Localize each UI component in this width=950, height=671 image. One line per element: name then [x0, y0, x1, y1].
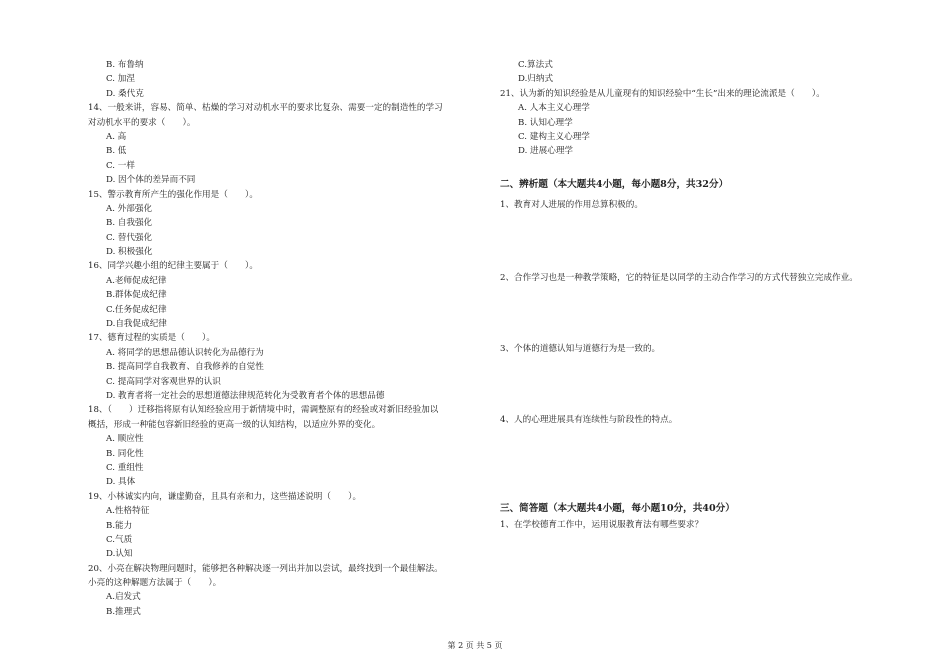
option: C. 替代强化: [106, 232, 153, 243]
right-column: [500, 58, 900, 532]
option: C.任务促成纪律: [106, 304, 167, 315]
option: A. 将同学的思想品德认识转化为品德行为: [106, 347, 264, 358]
option: A.性格特征: [106, 506, 150, 517]
question-stem: 14、一般来讲，容易、简单、枯燥的学习对动机水平的要求比复杂、需要一定的制造性的学习: [88, 103, 443, 114]
option: C.气质: [106, 534, 133, 545]
question-stem: 概括，形成一种能包容新旧经验的更高一级的认知结构，以适应外界的变化。: [88, 419, 381, 430]
question-stem: 1、教育对人进展的作用总算积极的。: [500, 200, 643, 211]
left-column: [88, 58, 488, 619]
option: C. 重组性: [106, 462, 144, 473]
option: B.推理式: [106, 606, 141, 617]
question-stem: 1、在学校德育工作中，运用说服教育法有哪些要求？: [500, 520, 704, 531]
option: B. 自我强化: [106, 218, 153, 229]
option: C. 提高同学对客观世界的认识: [106, 376, 221, 387]
question-stem: 对动机水平的要求（ ）。: [88, 117, 196, 128]
option: C. 一样: [106, 160, 135, 171]
section-title: 二、辨析题（本大题共4小题，每小题8分，共32分）: [500, 178, 729, 190]
question-stem: 16、同学兴趣小组的纪律主要属于（ ）。: [88, 261, 258, 272]
question-stem: 19、小林诚实内向，谦虚勤奋，且具有亲和力，这些描述说明（ ）。: [88, 491, 362, 502]
question-stem: 2、合作学习也是一种教学策略，它的特征是以同学的主动合作学习的方式代替独立完成作业。: [500, 272, 858, 283]
option: A. 顺应性: [106, 434, 144, 445]
option: D. 桑代克: [106, 88, 144, 99]
option: D.归纳式: [518, 74, 554, 85]
option: B. 提高同学自我教育、自我修养的自觉性: [106, 362, 264, 373]
option: D. 积极强化: [106, 247, 153, 258]
option: B. 布鲁纳: [106, 60, 144, 70]
option: D.自我促成纪律: [106, 319, 167, 330]
option: C. 建构主义心理学: [518, 131, 590, 142]
option: D.认知: [106, 549, 133, 560]
option: A. 外部强化: [106, 203, 153, 214]
option: D. 教育者将一定社会的思想道德法律规范转化为受教育者个体的思想品德: [106, 390, 385, 401]
question-stem: 3、个体的道德认知与道德行为是一致的。: [500, 343, 661, 354]
question-stem: 20、小亮在解决物理问题时，能够把各种解决逐一列出并加以尝试，最终找到一个最佳解法。: [88, 563, 443, 574]
option: B. 认知心理学: [518, 117, 573, 128]
option: B. 低: [106, 146, 127, 157]
question-stem: 15、警示教育所产生的强化作用是（ ）。: [88, 189, 258, 200]
option: D. 具体: [106, 477, 136, 488]
option: A.老师促成纪律: [106, 275, 167, 286]
option: A. 人本主义心理学: [518, 103, 590, 114]
option: B.群体促成纪律: [106, 290, 167, 301]
option: D. 因个体的差异而不同: [106, 175, 196, 186]
question-stem: 小亮的这种解题方法属于（ ）。: [88, 578, 222, 589]
option: B.能力: [106, 520, 133, 531]
option: B. 同化性: [106, 448, 144, 459]
page-number: 第 2 页 共 5 页: [447, 641, 503, 650]
section-title: 三、简答题（本大题共4小题，每小题10分，共40分）: [500, 502, 735, 514]
option: D. 进展心理学: [518, 146, 574, 157]
option: A.启发式: [106, 592, 141, 603]
option: C. 加涅: [106, 74, 135, 85]
option: C.算法式: [518, 60, 553, 70]
question-stem: 4、人的心理进展具有连续性与阶段性的特点。: [500, 415, 678, 426]
question-stem: 18、（ ）迁移指将原有认知经验应用于新情境中时，需调整原有的经验或对新旧经验加以: [88, 405, 439, 416]
question-stem: 17、德育过程的实质是（ ）。: [88, 333, 215, 344]
question-stem: 21、认为新的知识经验是从儿童现有的知识经验中“生长”出来的理论流派是（ ）。: [500, 88, 825, 99]
option: A. 高: [106, 131, 127, 142]
